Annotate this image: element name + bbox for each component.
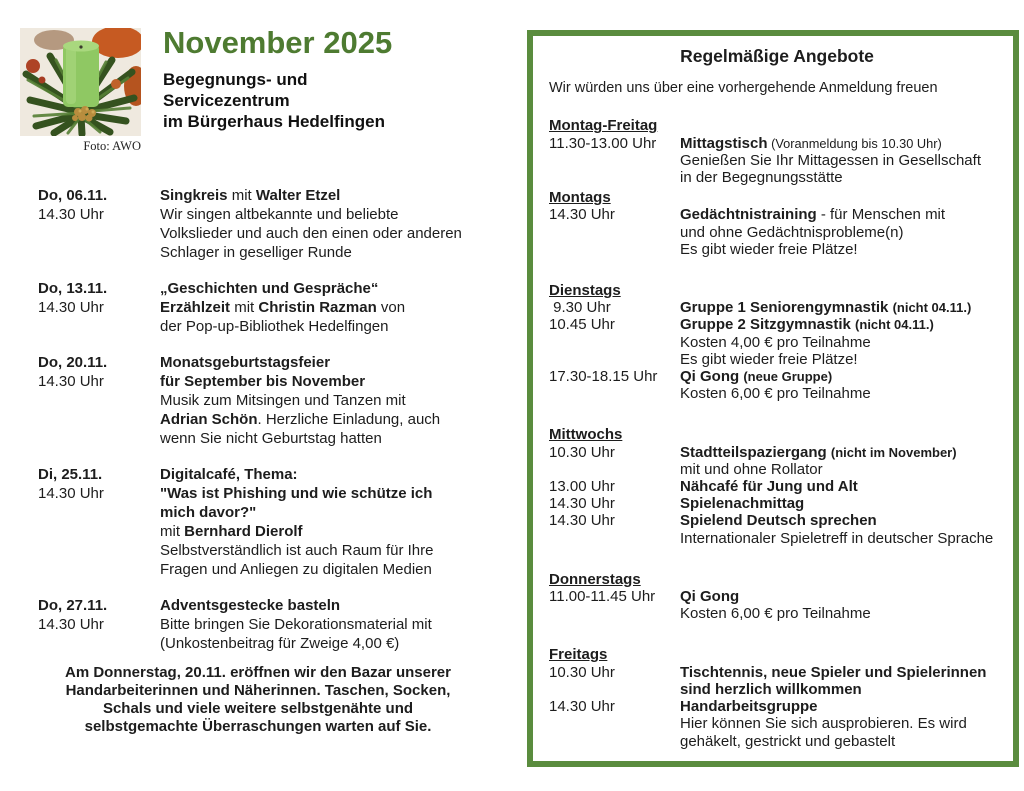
offer-details bbox=[680, 135, 1005, 187]
offer-text-line: in der Begegnungsstätte bbox=[680, 169, 843, 187]
section-header: Donnerstags bbox=[549, 570, 641, 588]
event-text-line bbox=[160, 522, 490, 541]
regelmaessige-angebote-box bbox=[527, 30, 1019, 767]
event-text-line: Bitte bringen Sie Dekorationsmaterial mit bbox=[160, 616, 432, 633]
event-geschichten-und-gespraeche bbox=[38, 279, 490, 336]
org-line: Servicezentrum bbox=[163, 91, 290, 110]
angebote-intro: Wir würden uns über eine vorhergehende Anmeldung freuen bbox=[549, 80, 938, 97]
events-list bbox=[38, 186, 490, 670]
offer-row-spielend-deutsch bbox=[549, 512, 1005, 546]
offer-details bbox=[680, 512, 1005, 546]
section-header: Montag-Freitag bbox=[549, 117, 658, 135]
offer-details bbox=[680, 588, 1005, 622]
offer-time: 10.30 Uhr bbox=[549, 443, 615, 461]
event-title-line: mich davor?" bbox=[160, 504, 257, 521]
offer-title-line bbox=[680, 368, 1005, 385]
event-description bbox=[160, 465, 490, 579]
offer-text-line: Genießen Sie Ihr Mittagessen in Gesellschaft bbox=[680, 151, 981, 169]
text: von bbox=[376, 299, 406, 316]
offer-title-line bbox=[680, 299, 1005, 316]
activity-name: Erzählzeit bbox=[160, 299, 231, 316]
offer-time: 14.30 Uhr bbox=[549, 698, 615, 716]
org-line: im Bürgerhaus Hedelfingen bbox=[163, 112, 385, 131]
bazar-line: Schals und viele weitere selbstgenähte und bbox=[102, 700, 414, 717]
section-header: Dienstags bbox=[549, 282, 621, 300]
event-datetime bbox=[38, 279, 160, 336]
section-freitags bbox=[549, 646, 1005, 749]
event-title-line: Adventsgestecke basteln bbox=[160, 597, 341, 614]
event-time: 14.30 Uhr bbox=[38, 206, 104, 223]
event-title-line: für September bis November bbox=[160, 373, 366, 390]
offer-time: 10.45 Uhr bbox=[549, 316, 615, 334]
event-title-line bbox=[160, 186, 490, 205]
offer-title-line: sind herzlich willkommen bbox=[680, 680, 862, 698]
offer-row-gedaechtnistraining bbox=[549, 206, 1005, 258]
offer-details bbox=[680, 698, 1005, 750]
offer-text-line: Es gibt wieder freie Plätze! bbox=[680, 350, 858, 368]
offer-title-line: Tischtennis, neue Spieler und Spielerinnen bbox=[680, 663, 987, 681]
event-title-line: Monatsgeburtstagsfeier bbox=[160, 354, 331, 371]
offer-details bbox=[680, 299, 1005, 316]
event-title-line: „Geschichten und Gespräche“ bbox=[160, 280, 379, 297]
offer-details bbox=[680, 495, 1005, 512]
offer-text-line: Es gibt wieder freie Plätze! bbox=[680, 240, 858, 258]
offer-title-line: Spielenachmittag bbox=[680, 495, 805, 513]
offer-title-line bbox=[680, 135, 1005, 152]
offer-time: 9.30 Uhr bbox=[549, 299, 611, 317]
text: mit bbox=[230, 299, 259, 316]
activity-name: Stadtteilspaziergang bbox=[680, 443, 831, 461]
event-description bbox=[160, 186, 490, 262]
activity-name: Gruppe 2 Sitzgymnastik bbox=[680, 316, 856, 334]
offer-text-line: Kosten 6,00 € pro Teilnahme bbox=[680, 385, 871, 403]
offer-time: 11.00-11.45 Uhr bbox=[549, 588, 656, 606]
text: mit bbox=[160, 523, 185, 540]
activity-name: Singkreis bbox=[160, 187, 228, 204]
offer-time: 17.30-18.15 Uhr bbox=[549, 368, 658, 386]
event-datetime bbox=[38, 186, 160, 262]
offer-row-tischtennis bbox=[549, 664, 1005, 698]
event-text-line: der Pop-up-Bibliothek Hedelfingen bbox=[160, 318, 389, 335]
offer-text-line: Internationaler Spieletreff in deutscher Sprache bbox=[680, 529, 994, 547]
event-text-line: wenn Sie nicht Geburtstag hatten bbox=[160, 430, 382, 447]
offer-time: 11.30-13.00 Uhr bbox=[549, 134, 657, 152]
offer-details bbox=[680, 206, 1005, 258]
event-description bbox=[160, 279, 490, 336]
offer-details bbox=[680, 444, 1005, 478]
offer-row-handarbeitsgruppe bbox=[549, 698, 1005, 750]
activity-note: (neue Gruppe) bbox=[743, 369, 833, 385]
event-datetime bbox=[38, 596, 160, 653]
person-name: Bernhard Dierolf bbox=[184, 523, 303, 540]
event-description bbox=[160, 353, 490, 448]
offer-title-line: Spielend Deutsch sprechen bbox=[680, 512, 877, 530]
section-montags bbox=[549, 189, 1005, 258]
event-text-line: Musik zum Mitsingen und Tanzen mit bbox=[160, 392, 406, 409]
event-datetime bbox=[38, 353, 160, 448]
offer-row-spielenachmittag bbox=[549, 495, 1005, 512]
event-text-line: Selbstverständlich ist auch Raum für Ihre bbox=[160, 542, 434, 559]
activity-name: Gruppe 1 Seniorengymnastik bbox=[680, 299, 893, 317]
event-time: 14.30 Uhr bbox=[38, 299, 104, 316]
event-time: 14.30 Uhr bbox=[38, 373, 104, 390]
text: - für Menschen mit bbox=[816, 206, 946, 224]
org-line: Begegnungs- und bbox=[163, 70, 308, 89]
page-title: November 2025 bbox=[163, 25, 393, 60]
activity-note: (nicht 04.11.) bbox=[892, 300, 972, 316]
offer-text-line: mit und ohne Rollator bbox=[680, 460, 823, 478]
event-date: Do, 27.11. bbox=[38, 597, 108, 614]
offer-title-line bbox=[680, 444, 1005, 461]
section-donnerstags bbox=[549, 571, 1005, 623]
offer-text-line: und ohne Gedächtnisprobleme(n) bbox=[680, 223, 904, 241]
section-header: Montags bbox=[549, 189, 611, 207]
section-mittwochs bbox=[549, 426, 1005, 546]
event-date: Do, 06.11. bbox=[38, 187, 108, 204]
event-text-line: Schlager in geselliger Runde bbox=[160, 244, 352, 261]
section-header: Freitags bbox=[549, 646, 608, 664]
offer-text-line: gehäkelt, gestrickt und gebastelt bbox=[680, 732, 896, 750]
event-time: 14.30 Uhr bbox=[38, 485, 104, 502]
event-singkreis bbox=[38, 186, 490, 262]
offer-row-qi-gong-dienstag bbox=[549, 368, 1005, 402]
advent-candle-photo bbox=[20, 28, 141, 136]
offer-title-line bbox=[680, 206, 1005, 223]
event-title-line: Digitalcafé, Thema: bbox=[160, 466, 298, 483]
offer-text-line: Hier können Sie sich ausprobieren. Es wird bbox=[680, 715, 967, 733]
event-date: Do, 13.11. bbox=[38, 280, 108, 297]
event-datetime bbox=[38, 465, 160, 579]
person-name: Christin Razman bbox=[258, 299, 377, 316]
bazar-line: Am Donnerstag, 20.11. eröffnen wir den Bazar unserer bbox=[65, 664, 451, 681]
offer-time: 14.30 Uhr bbox=[549, 495, 615, 513]
angebote-title: Regelmäßige Angebote bbox=[680, 46, 874, 66]
event-date: Di, 25.11. bbox=[38, 466, 103, 483]
section-header: Mittwochs bbox=[549, 426, 623, 444]
offer-title-line: Nähcafé für Jung und Alt bbox=[680, 478, 858, 496]
text: mit bbox=[227, 187, 256, 204]
person-name: Walter Etzel bbox=[255, 187, 341, 204]
text: . Herzliche Einladung, auch bbox=[257, 411, 441, 428]
photo-credit: Foto: AWO bbox=[83, 139, 141, 153]
activity-note: (nicht 04.11.) bbox=[855, 317, 934, 333]
activity-name: Qi Gong bbox=[680, 368, 744, 386]
offer-details bbox=[680, 316, 1005, 368]
offer-row-sitzgymnastik bbox=[549, 316, 1005, 368]
activity-name: Gedächtnistraining bbox=[680, 206, 817, 224]
offer-details bbox=[680, 368, 1005, 402]
event-text-line: Fragen und Anliegen zu digitalen Medien bbox=[160, 561, 432, 578]
bazar-announcement bbox=[32, 664, 484, 736]
advent-candle-photo-image bbox=[20, 28, 141, 136]
bazar-line: selbstgemachte Überraschungen warten auf Sie. bbox=[84, 718, 432, 735]
offer-details bbox=[680, 478, 1005, 495]
offer-row-qi-gong-donnerstag bbox=[549, 588, 1005, 622]
event-date: Do, 20.11. bbox=[38, 354, 108, 371]
offer-time: 14.30 Uhr bbox=[549, 512, 615, 530]
offer-row-mittagstisch bbox=[549, 135, 1005, 187]
section-dienstags bbox=[549, 282, 1005, 402]
event-time: 14.30 Uhr bbox=[38, 616, 104, 633]
offer-details bbox=[680, 664, 1005, 698]
event-text-line bbox=[160, 298, 490, 317]
event-text-line: Wir singen altbekannte und beliebte bbox=[160, 206, 399, 223]
event-text-line: Volkslieder und auch den einen oder anderen bbox=[160, 225, 462, 242]
activity-note: (nicht im November) bbox=[830, 444, 957, 460]
event-digitalcafe bbox=[38, 465, 490, 579]
section-montag-freitag bbox=[549, 117, 1005, 186]
event-monatsgeburtstagsfeier bbox=[38, 353, 490, 448]
offer-row-stadtteilspaziergang bbox=[549, 444, 1005, 478]
event-title-line: "Was ist Phishing und wie schütze ich bbox=[160, 485, 433, 502]
offer-text-line: Kosten 6,00 € pro Teilnahme bbox=[680, 605, 871, 623]
activity-name: Mittagstisch bbox=[680, 134, 768, 152]
offer-title-line: Qi Gong bbox=[680, 588, 740, 606]
activity-note: (Voranmeldung bis 10.30 Uhr) bbox=[767, 135, 942, 151]
offer-title-line: Handarbeitsgruppe bbox=[680, 698, 818, 716]
offer-time: 13.00 Uhr bbox=[549, 478, 615, 496]
bazar-line: Handarbeiterinnen und Näherinnen. Taschen, Socken, bbox=[65, 682, 451, 699]
offer-time: 10.30 Uhr bbox=[549, 663, 615, 681]
header bbox=[163, 26, 493, 132]
offer-row-seniorengymnastik bbox=[549, 299, 1005, 316]
offer-title-line bbox=[680, 316, 1005, 333]
event-text-line: (Unkostenbeitrag für Zweige 4,00 €) bbox=[160, 635, 400, 652]
event-description bbox=[160, 596, 490, 653]
person-name: Adrian Schön bbox=[160, 411, 258, 428]
event-text-line bbox=[160, 410, 490, 429]
event-adventsgestecke bbox=[38, 596, 490, 653]
offer-time: 14.30 Uhr bbox=[549, 206, 615, 224]
offer-row-naehcafe bbox=[549, 478, 1005, 495]
offer-text-line: Kosten 4,00 € pro Teilnahme bbox=[680, 333, 871, 351]
org-name bbox=[163, 69, 493, 132]
